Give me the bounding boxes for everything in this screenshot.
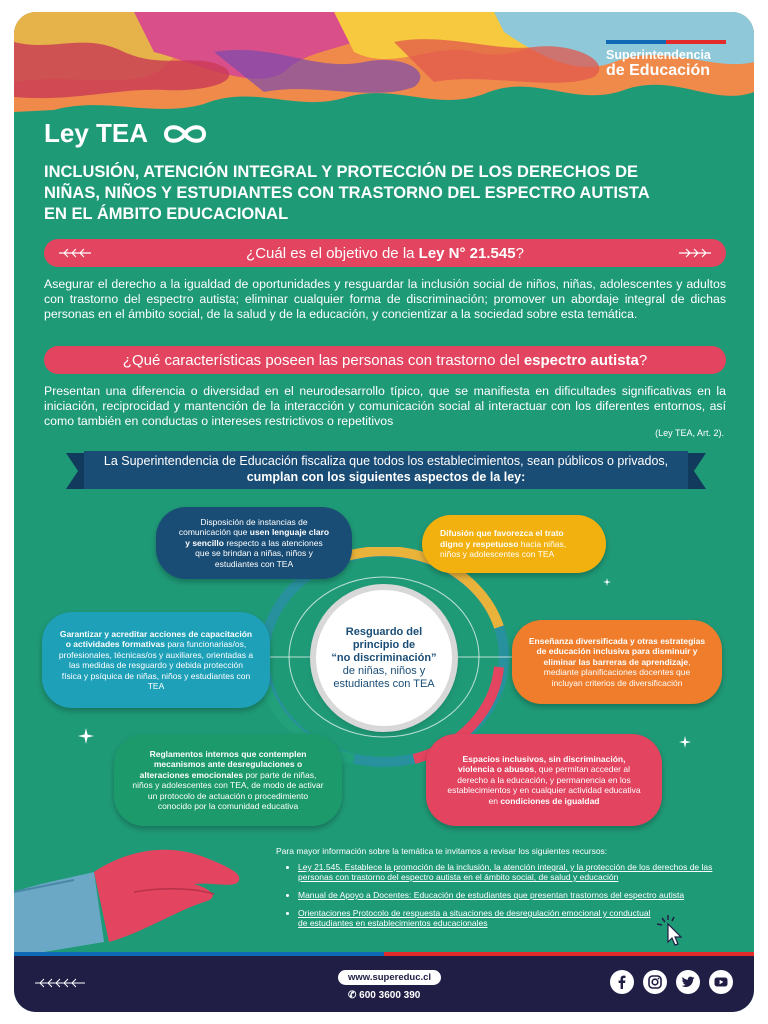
center-line3: de niñas, niños y estudiantes con TEA bbox=[333, 664, 435, 690]
aspect-text bbox=[114, 749, 342, 812]
resource-link-manual[interactable]: • Manual de Apoyo a Docentes: Educación de estudiantes que presentan trastornos del espectro autista bbox=[298, 890, 746, 900]
aspect-text-part: hacia niñas, niños y adolescentes con TEA bbox=[440, 538, 567, 560]
website-link[interactable]: www.supereduc.cl bbox=[338, 970, 441, 985]
footer-stripe bbox=[14, 952, 754, 956]
banner-text-bold: cumplan con los siguientes aspectos de la ley: bbox=[246, 470, 526, 484]
resources-lead: Para mayor información sobre la temática te invitamos a revisar los siguientes recursos: bbox=[276, 846, 608, 856]
question2-prefix: ¿Qué características poseen las personas con trastorno del bbox=[122, 351, 524, 369]
aspect-text bbox=[42, 629, 270, 692]
aspect-text-part: Disposición de instancias de comunicación que bbox=[178, 516, 308, 538]
sparkle-icon bbox=[603, 578, 611, 586]
open-hand-illustration bbox=[14, 832, 254, 962]
logo-color-bar bbox=[606, 40, 726, 44]
phone-icon: ✆ bbox=[348, 990, 360, 1001]
infographic-poster bbox=[14, 12, 754, 1012]
leaf-ornament-icon bbox=[58, 246, 92, 260]
question1-bold: Ley N° 21.545 bbox=[418, 244, 516, 262]
objective-answer: Asegurar el derecho a la igualdad de oportunidades y resguardar la inclusión social de niños, niñas, adolescentes y adultos con trastorno del espectro autista; eliminar cualquier forma de discriminación; promover un abordaje integral de dichas personas en el ámbito social, de la salud y de la educación, y concientizar a la sociedad sobre esta temática. bbox=[44, 277, 726, 321]
resource-link-protocol[interactable]: • Orientaciones Protocolo de respuesta a situaciones de desregulación emocional y conductual de estudiantes en establecimientos educacionales bbox=[298, 908, 658, 928]
oversight-banner bbox=[66, 451, 706, 495]
page-title bbox=[44, 118, 210, 149]
banner-text-regular: La Superintendencia de Educación fiscaliza que todos los establecimientos, sean públicos o privados, bbox=[103, 454, 669, 468]
aspect-diversified-teaching bbox=[512, 620, 722, 704]
aspect-text-bold: Espacios inclusivos, sin discriminación, violencia o abusos bbox=[458, 753, 626, 775]
aspect-text-part: por parte de niñas, niños y adolescentes con TEA, de modo de activar un protocolo de actuación o procedimiento conocido por la comunidad educativa bbox=[132, 769, 324, 811]
instagram-icon[interactable] bbox=[643, 970, 667, 994]
non-discrimination-center bbox=[316, 590, 452, 726]
characteristics-answer: Presentan una diferencia o diversidad en el neurodesarrollo típico, que se manifiesta en dificultades significativas en la iniciación, reciprocidad y mantención de la interacción y comunicación social al interactuar con los diferentes entornos, así como también en conductas o intereses restrictivos o repetitivos bbox=[44, 384, 726, 428]
aspect-text bbox=[422, 528, 606, 560]
logo-line2: de Educación bbox=[606, 62, 711, 79]
aspect-text-bold: Difusión que favorezca el trato digno y respetuoso bbox=[440, 528, 564, 549]
aspect-inclusive-spaces bbox=[426, 734, 662, 826]
aspect-text-part: para funcionarias/os, profesionales, técnicas/os y auxiliares, orientadas a las medidas de resguardo y debida protección física y psíquica de niñas, niños y estudiantes con TEA bbox=[58, 639, 254, 691]
question1-prefix: ¿Cuál es el objetivo de la bbox=[246, 244, 419, 262]
page-subtitle: INCLUSIÓN, ATENCIÓN INTEGRAL Y PROTECCIÓN DE LOS DERECHOS DE NIÑAS, NIÑOS Y ESTUDIANTES CON TRASTORNO DEL ESPECTRO AUTISTA EN EL ÁMBITO EDUCACIONAL bbox=[44, 163, 650, 223]
law-citation: (Ley TEA, Art. 2). bbox=[655, 428, 724, 438]
banner-text bbox=[96, 453, 676, 485]
twitter-icon[interactable] bbox=[676, 970, 700, 994]
aspect-text-bold: usen lenguaje claro y sencillo bbox=[185, 527, 330, 548]
supereduc-logo bbox=[606, 40, 726, 80]
aspect-text bbox=[156, 517, 352, 570]
aspect-text-bold: condiciones de igualdad bbox=[500, 795, 600, 806]
aspect-text-bold: Reglamentos internos que contemplen mecanismos ante desregulaciones o alteraciones emocionales bbox=[139, 748, 307, 780]
aspect-text bbox=[426, 754, 662, 807]
question2-bold: espectro autista bbox=[523, 351, 639, 369]
aspect-text-part: respecto a las atenciones que se brindan a niñas, niños y estudiantes con TEA bbox=[195, 537, 323, 569]
aspect-dignified-treatment bbox=[422, 515, 606, 573]
aspect-text-bold: Garantizar y acreditar acciones de capacitación o actividades formativas bbox=[59, 628, 253, 649]
leaf-ornament-icon bbox=[34, 976, 86, 990]
aspect-text-part: , que permitan acceder al derecho a la educación, y permanencia en los establecimientos y en cualquier actividad educativa en bbox=[447, 764, 641, 806]
title-text: Ley TEA bbox=[44, 118, 149, 148]
center-line2: “no discriminación” bbox=[331, 651, 437, 664]
facebook-icon[interactable] bbox=[610, 970, 634, 994]
aspect-clear-language bbox=[156, 507, 352, 579]
phone-number bbox=[348, 990, 420, 1001]
resource-link-law[interactable]: • Ley 21.545. Establece la promoción de la inclusión, la atención integral, y la protección de los derechos de las personas con trastorno del espectro autista en el ámbito social, de salud y educación bbox=[298, 862, 746, 882]
youtube-icon[interactable] bbox=[709, 970, 733, 994]
sparkle-icon bbox=[679, 736, 691, 748]
footer bbox=[14, 952, 754, 1012]
aspect-text-bold: Enseñanza diversificada y otras estrategias de educación inclusiva para disminuir y eliminar las barreras de aprendizaje bbox=[528, 635, 706, 667]
question-bar-characteristics bbox=[44, 346, 726, 374]
leaf-ornament-icon bbox=[678, 246, 712, 260]
question2-suffix: ? bbox=[638, 351, 648, 369]
question-bar-objective bbox=[44, 239, 726, 267]
infinity-icon bbox=[160, 121, 210, 147]
aspect-text bbox=[512, 636, 722, 689]
aspect-training bbox=[42, 612, 270, 708]
aspect-internal-regulations bbox=[114, 734, 342, 826]
center-line1: Resguardo del principio de bbox=[345, 625, 423, 651]
sparkle-icon bbox=[78, 728, 94, 744]
logo-line1: Superintendencia bbox=[606, 48, 711, 62]
aspect-text-part: , mediante planificaciones docentes que incluyan criterios de diversificación bbox=[543, 656, 691, 688]
question1-suffix: ? bbox=[515, 244, 524, 262]
phone-text: 600 3600 390 bbox=[359, 990, 421, 1001]
cursor-click-icon bbox=[654, 912, 688, 946]
